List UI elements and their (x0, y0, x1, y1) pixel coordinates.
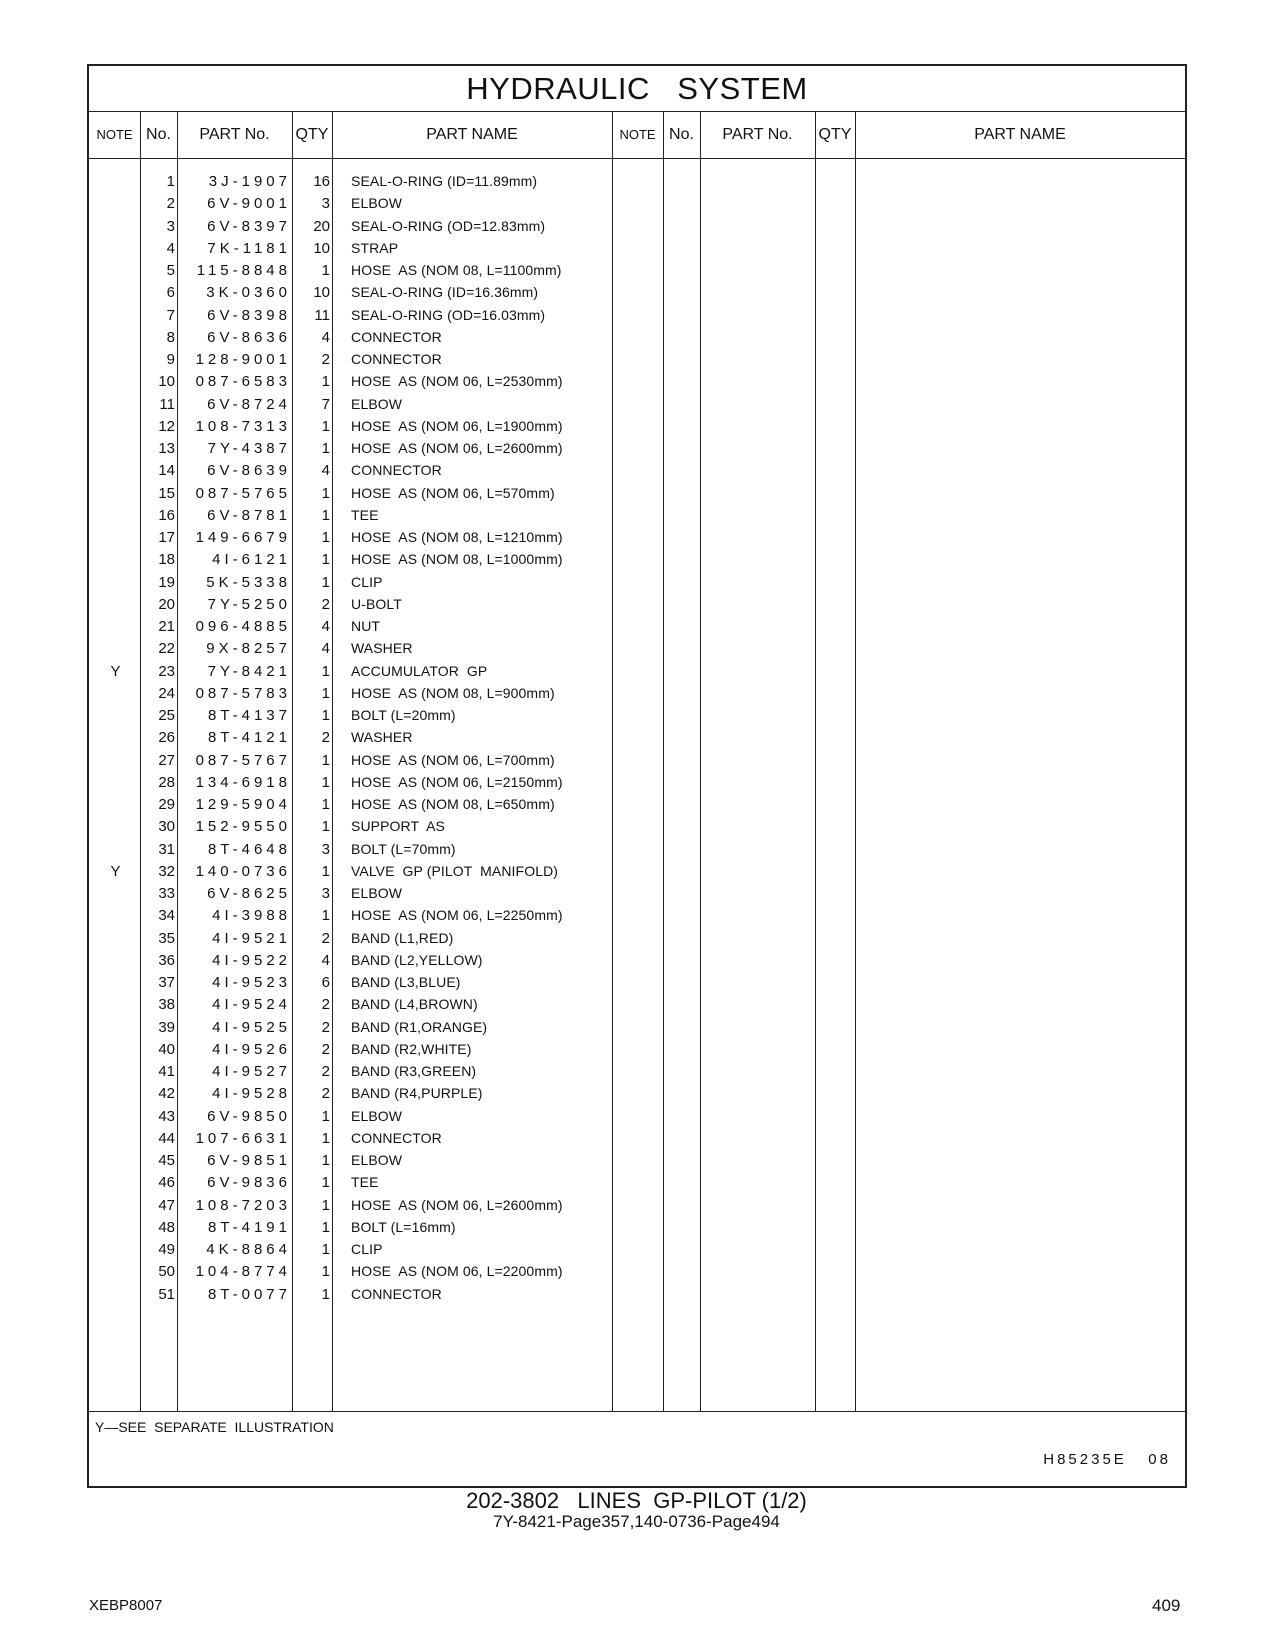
quantity-cell: 4 (321, 328, 330, 346)
table-row (89, 571, 609, 594)
quantity-cell: 1 (321, 662, 330, 680)
table-row (89, 971, 609, 994)
header-number-right: No. (669, 126, 694, 143)
table-row (89, 393, 609, 416)
item-number-cell: 14 (158, 462, 175, 480)
table-row (89, 838, 609, 861)
item-number-cell: 18 (158, 551, 175, 569)
part-number-cell: 107-6631 (195, 1129, 291, 1147)
part-number-cell: 6V-9001 (207, 195, 291, 213)
quantity-cell: 1 (321, 773, 330, 791)
header-note: NOTE (96, 127, 133, 142)
table-row (89, 437, 609, 460)
part-number-cell: 8T-4191 (207, 1218, 291, 1236)
column-divider (815, 112, 816, 1411)
table-row (89, 526, 609, 549)
quantity-cell: 1 (321, 440, 330, 457)
quantity-cell: 2 (321, 1085, 330, 1103)
part-number-cell: 108-7313 (195, 417, 291, 435)
quantity-cell: 2 (321, 729, 330, 747)
table-row (89, 726, 609, 749)
part-number-cell: 104-8774 (195, 1263, 291, 1281)
quantity-cell: 2 (321, 595, 330, 613)
footnote: Y—SEE SEPARATE ILLUSTRATION (95, 1419, 334, 1435)
quantity-cell: 1 (321, 417, 330, 435)
part-name-cell: HOSE AS (NOM 06, L=2600mm) (351, 1196, 563, 1213)
part-name-cell: BAND (L3,BLUE) (351, 974, 461, 990)
quantity-cell: 1 (321, 684, 330, 702)
part-number-cell: 4I-9522 (212, 951, 291, 969)
part-name-cell: TEE (351, 506, 379, 523)
quantity-cell: 4 (321, 640, 330, 658)
item-number-cell: 26 (158, 729, 175, 747)
part-number-cell: 8T-4137 (207, 707, 291, 724)
table-row (89, 593, 609, 616)
table-row (89, 459, 609, 482)
table-row (89, 237, 609, 260)
part-number-cell: 128-9001 (195, 351, 291, 368)
item-number-cell: 3 (166, 217, 175, 235)
item-number-cell: 33 (158, 885, 175, 902)
quantity-cell: 16 (313, 173, 330, 190)
item-number-cell: 4 (166, 239, 175, 257)
part-name-cell: BOLT (L=20mm) (351, 707, 456, 723)
part-name-cell: WASHER (351, 729, 413, 746)
header-number: No. (146, 126, 171, 143)
quantity-cell: 1 (321, 373, 330, 391)
note-cell: Y (110, 662, 121, 680)
table-row (89, 1105, 609, 1128)
item-number-cell: 1 (166, 173, 175, 190)
quantity-cell: 1 (321, 506, 330, 524)
part-name-cell: SEAL-O-RING (ID=16.36mm) (351, 284, 539, 301)
table-header (89, 112, 1185, 159)
table-row (89, 215, 609, 238)
item-number-cell: 27 (158, 751, 175, 769)
quantity-cell: 7 (321, 395, 330, 413)
part-name-cell: HOSE AS (NOM 08, L=1210mm) (351, 529, 563, 545)
table-row (89, 1283, 609, 1306)
part-name-cell: ELBOW (351, 1152, 403, 1168)
item-number-cell: 47 (158, 1196, 175, 1214)
part-number-cell: 4I-9528 (212, 1085, 291, 1103)
quantity-cell: 2 (321, 1063, 330, 1080)
item-number-cell: 9 (166, 351, 175, 368)
table-row (89, 548, 609, 571)
item-number-cell: 5 (166, 262, 175, 279)
quantity-cell: 2 (321, 996, 330, 1014)
item-number-cell: 37 (158, 974, 175, 991)
part-name-cell: HOSE AS (NOM 08, L=900mm) (351, 684, 555, 701)
item-number-cell: 49 (158, 1241, 175, 1258)
item-number-cell: 28 (158, 773, 175, 791)
table-row (89, 1038, 609, 1061)
quantity-cell: 1 (321, 707, 330, 724)
part-number-cell: 6V-9851 (207, 1152, 291, 1169)
item-number-cell: 42 (158, 1085, 175, 1103)
part-number-cell: 6V-8625 (207, 885, 291, 902)
part-number-cell: 4I-9525 (212, 1018, 291, 1036)
item-number-cell: 12 (158, 417, 175, 435)
quantity-cell: 1 (321, 818, 330, 836)
table-row (89, 749, 609, 772)
illustration-code: H85235E 08 (1043, 1451, 1171, 1468)
item-number-cell: 38 (158, 996, 175, 1014)
table-row (89, 348, 609, 371)
quantity-cell: 1 (321, 1285, 330, 1303)
item-number-cell: 32 (158, 862, 175, 880)
part-name-cell: HOSE AS (NOM 06, L=2200mm) (351, 1263, 563, 1280)
part-number-cell: 087-5783 (195, 684, 291, 702)
group-caption-references: 7Y-8421-Page357,140-0736-Page494 (493, 1512, 780, 1531)
item-number-cell: 40 (158, 1040, 175, 1058)
quantity-cell: 2 (321, 1018, 330, 1036)
part-number-cell: 152-9550 (195, 818, 291, 836)
part-number-cell: 3J-1907 (208, 173, 291, 190)
table-row (89, 192, 609, 215)
item-number-cell: 50 (158, 1263, 175, 1281)
part-number-cell: 129-5904 (195, 796, 291, 813)
part-number-cell: 140-0736 (195, 862, 291, 880)
part-number-cell: 8T-4121 (207, 729, 291, 747)
table-row (89, 637, 609, 660)
item-number-cell: 30 (158, 818, 175, 836)
quantity-cell: 1 (321, 1174, 330, 1192)
item-number-cell: 23 (158, 662, 175, 680)
column-divider (663, 112, 664, 1411)
quantity-cell: 1 (321, 1196, 330, 1214)
part-name-cell: HOSE AS (NOM 06, L=2600mm) (351, 440, 563, 456)
note-cell: Y (110, 862, 121, 880)
table-row (89, 1194, 609, 1217)
part-number-cell: 4I-9524 (212, 996, 291, 1014)
item-number-cell: 34 (158, 907, 175, 925)
header-quantity-right: QTY (818, 126, 852, 143)
part-name-cell: SEAL-O-RING (OD=16.03mm) (351, 306, 546, 323)
parts-list-frame (87, 64, 1187, 1488)
table-row (89, 1082, 609, 1105)
part-number-cell: 4I-9521 (212, 929, 291, 947)
table-row (89, 1238, 609, 1261)
item-number-cell: 36 (158, 951, 175, 969)
table-row (89, 504, 609, 527)
item-number-cell: 20 (158, 595, 175, 613)
table-row (89, 1016, 609, 1039)
quantity-cell: 3 (321, 195, 330, 213)
header-part-name: PART NAME (426, 126, 518, 143)
table-row (89, 771, 609, 794)
part-number-cell: 9X-8257 (206, 640, 291, 658)
item-number-cell: 22 (158, 640, 175, 658)
part-name-cell: ELBOW (351, 195, 403, 212)
quantity-cell: 2 (321, 929, 330, 947)
part-name-cell: SEAL-O-RING (ID=11.89mm) (351, 173, 538, 189)
table-row (89, 1127, 609, 1150)
part-name-cell: ACCUMULATOR GP (351, 662, 488, 679)
table-row (89, 259, 609, 282)
table-row (89, 415, 609, 438)
part-name-cell: HOSE AS (NOM 06, L=2530mm) (351, 373, 563, 390)
column-divider (700, 112, 701, 1411)
part-name-cell: TEE (351, 1174, 379, 1191)
part-number-cell: 134-6918 (195, 773, 291, 791)
part-number-cell: 7Y-8421 (207, 662, 291, 680)
part-number-cell: 4I-9523 (212, 974, 291, 991)
table-row (89, 704, 609, 727)
part-name-cell: HOSE AS (NOM 06, L=1900mm) (351, 417, 563, 434)
part-number-cell: 115-8848 (196, 262, 291, 279)
item-number-cell: 2 (166, 195, 175, 213)
part-number-cell: 8T-0077 (207, 1285, 291, 1303)
quantity-cell: 3 (321, 840, 330, 858)
item-number-cell: 48 (158, 1218, 175, 1236)
quantity-cell: 2 (321, 1040, 330, 1058)
table-row (89, 882, 609, 905)
part-name-cell: SUPPORT AS (351, 818, 445, 835)
part-name-cell: CONNECTOR (351, 1129, 442, 1146)
quantity-cell: 1 (321, 862, 330, 880)
item-number-cell: 39 (158, 1018, 175, 1036)
part-number-cell: 087-6583 (195, 373, 291, 391)
footer-divider (89, 1411, 1185, 1412)
table-row (89, 326, 609, 349)
item-number-cell: 51 (158, 1285, 175, 1303)
part-number-cell: 4I-6121 (212, 551, 291, 569)
part-name-cell: CONNECTOR (351, 462, 442, 479)
item-number-cell: 16 (158, 506, 175, 524)
part-number-cell: 6V-8636 (207, 328, 291, 346)
item-number-cell: 10 (158, 373, 175, 391)
part-name-cell: CONNECTOR (351, 1285, 442, 1302)
item-number-cell: 19 (158, 573, 175, 591)
table-row (89, 793, 609, 816)
part-name-cell: BAND (L1,RED) (351, 929, 454, 946)
section-title: HYDRAULIC SYSTEM (89, 66, 1185, 112)
part-name-cell: BAND (L4,BROWN) (351, 996, 478, 1013)
header-quantity: QTY (295, 126, 329, 143)
quantity-cell: 6 (321, 974, 330, 991)
part-number-cell: 5K-5338 (206, 573, 291, 591)
part-name-cell: WASHER (351, 640, 413, 657)
table-row (89, 304, 609, 327)
quantity-cell: 10 (313, 284, 330, 302)
quantity-cell: 11 (314, 306, 330, 324)
part-name-cell: ELBOW (351, 1107, 403, 1124)
page-number: 409 (1152, 1596, 1181, 1615)
item-number-cell: 24 (158, 684, 175, 702)
part-name-cell: HOSE AS (NOM 08, L=1000mm) (351, 551, 563, 568)
quantity-cell: 4 (321, 462, 330, 480)
table-row (89, 904, 609, 927)
table-row (89, 1260, 609, 1283)
quantity-cell: 1 (321, 529, 330, 546)
part-number-cell: 4K-8864 (206, 1241, 291, 1258)
part-name-cell: BOLT (L=70mm) (351, 840, 456, 857)
part-number-cell: 6V-9836 (207, 1174, 291, 1192)
table-row (89, 615, 609, 638)
item-number-cell: 11 (159, 395, 175, 413)
table-row (89, 482, 609, 505)
part-number-cell: 6V-9850 (207, 1107, 291, 1125)
part-number-cell: 108-7203 (195, 1196, 291, 1214)
quantity-cell: 1 (321, 1263, 330, 1281)
part-name-cell: BAND (R3,GREEN) (351, 1063, 477, 1079)
part-name-cell: BAND (L2,YELLOW) (351, 951, 483, 968)
part-number-cell: 096-4885 (195, 618, 291, 635)
quantity-cell: 1 (321, 262, 330, 279)
quantity-cell: 4 (321, 618, 330, 635)
item-number-cell: 44 (158, 1129, 175, 1147)
quantity-cell: 1 (321, 796, 330, 813)
table-row (89, 370, 609, 393)
item-number-cell: 29 (158, 796, 175, 813)
part-name-cell: BAND (R2,WHITE) (351, 1040, 472, 1057)
part-number-cell: 6V-8398 (207, 306, 291, 324)
table-row (89, 170, 609, 193)
part-number-cell: 6V-8639 (207, 462, 291, 480)
item-number-cell: 45 (158, 1152, 175, 1169)
part-name-cell: HOSE AS (NOM 06, L=570mm) (351, 484, 555, 501)
table-row (89, 660, 609, 683)
part-number-cell: 6V-8397 (207, 217, 291, 235)
quantity-cell: 1 (321, 907, 330, 925)
table-row (89, 1149, 609, 1172)
item-number-cell: 15 (158, 484, 175, 502)
item-number-cell: 31 (158, 840, 175, 858)
part-number-cell: 4I-9526 (212, 1040, 291, 1058)
item-number-cell: 25 (158, 707, 175, 724)
item-number-cell: 43 (158, 1107, 175, 1125)
part-name-cell: VALVE GP (PILOT MANIFOLD) (351, 862, 559, 879)
part-number-cell: 6V-8781 (207, 506, 291, 524)
quantity-cell: 3 (321, 885, 330, 902)
part-number-cell: 4I-3988 (212, 907, 291, 925)
table-row (89, 1060, 609, 1083)
table-row (89, 1216, 609, 1239)
item-number-cell: 8 (166, 328, 175, 346)
quantity-cell: 1 (321, 751, 330, 769)
quantity-cell: 20 (313, 217, 330, 235)
part-name-cell: CONNECTOR (351, 351, 442, 367)
part-name-cell: SEAL-O-RING (OD=12.83mm) (351, 217, 546, 234)
table-row (89, 993, 609, 1016)
part-name-cell: CLIP (351, 1241, 383, 1257)
part-name-cell: HOSE AS (NOM 06, L=2250mm) (351, 907, 563, 924)
item-number-cell: 17 (158, 529, 175, 546)
part-number-cell: 087-5765 (195, 484, 291, 502)
item-number-cell: 35 (158, 929, 175, 947)
part-name-cell: NUT (351, 618, 381, 634)
table-row (89, 815, 609, 838)
part-number-cell: 4I-9527 (212, 1063, 291, 1080)
group-caption: 202-3802 LINES GP-PILOT (1/2) (466, 1488, 807, 1513)
quantity-cell: 1 (321, 573, 330, 591)
part-name-cell: CLIP (351, 573, 383, 590)
quantity-cell: 4 (321, 951, 330, 969)
part-number-cell: 087-5767 (195, 751, 291, 769)
quantity-cell: 1 (321, 1129, 330, 1147)
part-name-cell: ELBOW (351, 885, 403, 901)
part-number-cell: 149-6679 (195, 529, 291, 546)
item-number-cell: 46 (158, 1174, 175, 1192)
part-name-cell: BOLT (L=16mm) (351, 1218, 456, 1235)
quantity-cell: 1 (321, 551, 330, 569)
part-name-cell: BAND (R4,PURPLE) (351, 1085, 483, 1102)
quantity-cell: 1 (321, 1218, 330, 1236)
table-row (89, 949, 609, 972)
part-number-cell: 3K-0360 (206, 284, 291, 302)
table-row (89, 1171, 609, 1194)
quantity-cell: 2 (321, 351, 330, 368)
column-divider (855, 112, 856, 1411)
quantity-cell: 1 (321, 1152, 330, 1169)
document-id: XEBP8007 (89, 1597, 163, 1614)
table-row (89, 682, 609, 705)
part-number-cell: 7K-1181 (207, 239, 291, 257)
item-number-cell: 41 (158, 1063, 175, 1080)
part-name-cell: U-BOLT (351, 595, 402, 612)
quantity-cell: 1 (321, 484, 330, 502)
part-name-cell: HOSE AS (NOM 06, L=700mm) (351, 751, 555, 768)
header-note-right: NOTE (619, 127, 656, 142)
header-part-name-right: PART NAME (974, 126, 1066, 143)
item-number-cell: 7 (166, 306, 175, 324)
item-number-cell: 13 (158, 440, 175, 457)
header-part-number: PART No. (199, 126, 270, 143)
table-row (89, 927, 609, 950)
part-name-cell: ELBOW (351, 395, 403, 412)
part-number-cell: 7Y-4387 (207, 440, 291, 457)
item-number-cell: 21 (158, 618, 175, 635)
part-name-cell: STRAP (351, 239, 399, 256)
column-divider (612, 112, 613, 1411)
part-name-cell: HOSE AS (NOM 08, L=650mm) (351, 796, 555, 812)
quantity-cell: 1 (321, 1107, 330, 1125)
quantity-cell: 1 (321, 1241, 330, 1258)
table-row (89, 281, 609, 304)
table-row (89, 860, 609, 883)
part-name-cell: HOSE AS (NOM 08, L=1100mm) (351, 262, 562, 278)
quantity-cell: 10 (313, 239, 330, 257)
part-name-cell: BAND (R1,ORANGE) (351, 1018, 488, 1035)
part-number-cell: 6V-8724 (207, 395, 291, 413)
part-name-cell: HOSE AS (NOM 06, L=2150mm) (351, 773, 563, 790)
header-part-number-right: PART No. (722, 126, 793, 143)
part-name-cell: CONNECTOR (351, 328, 442, 345)
item-number-cell: 6 (166, 284, 175, 302)
part-number-cell: 8T-4648 (207, 840, 291, 858)
part-number-cell: 7Y-5250 (207, 595, 291, 613)
